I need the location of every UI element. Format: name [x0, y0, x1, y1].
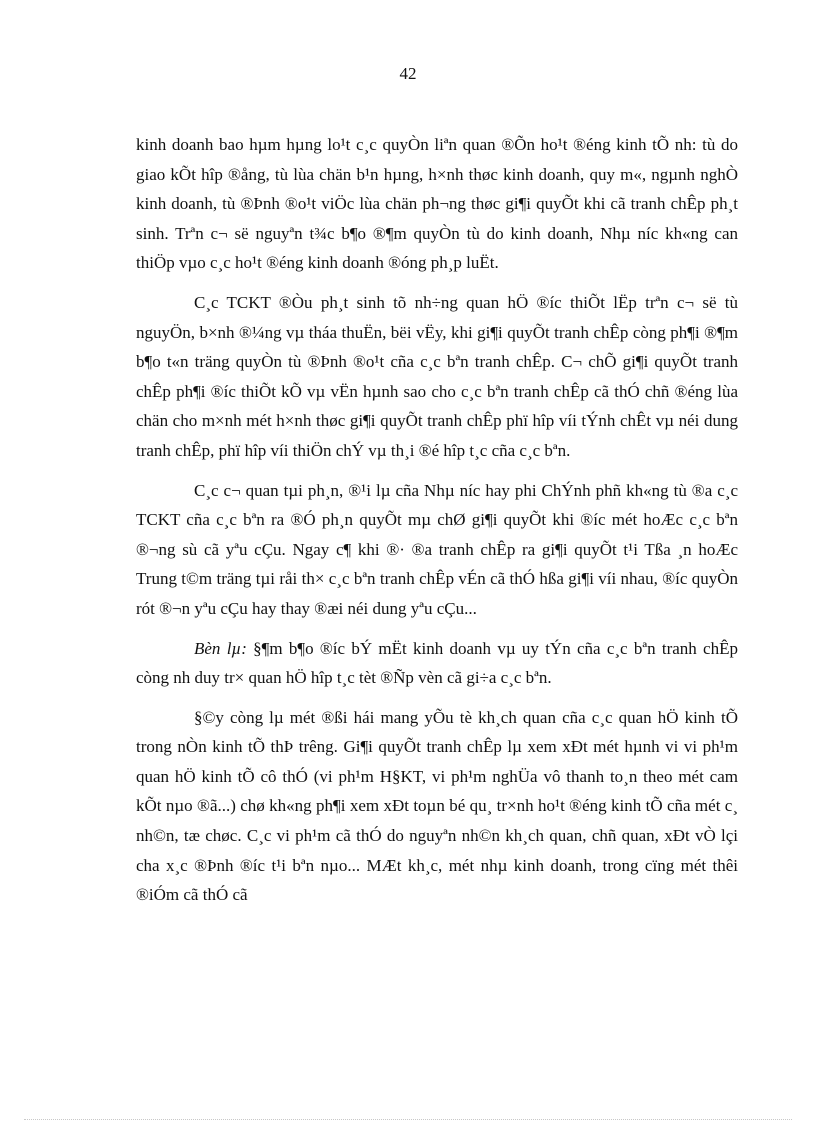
paragraph-2	[136, 288, 738, 466]
paragraph-2-text: C¸c TCKT ®Òu ph¸t sinh tõ nh÷ng quan hÖ ®íc thiÕt lËp trªn c¬ së tù nguyÖn, b×nh ®¼ng vµ tháa thuËn, bëi vËy, khi gi¶i quyÕt tranh chÊp còng ph¶i ®¶m b¶o t«n träng quyÒn tù ®Þnh ®o¹t cña c¸c bªn tranh chÊp. C¬ chÕ gi¶i quyÕt tranh chÊp ph¶i ®íc thiÕt kÕ vµ vËn hµnh sao cho c¸c bªn tranh chÊp cã thÓ chñ ®éng lùa chän cho m×nh mét h×nh thøc gi¶i quyÕt tranh chÊp phï hîp víi tÝnh chÊt vµ néi dung tranh chÊp, phï hîp víi thiÖn chÝ vµ th¸i ®é hîp t¸c cña c¸c bªn.	[136, 292, 738, 460]
page-number: 42	[399, 64, 417, 83]
paragraph-4-text: §¶m b¶o ®íc bÝ mËt kinh doanh vµ uy tÝn cña c¸c bªn tranh chÊp còng nh duy tr× quan hÖ hîp t¸c tèt ®Ñp vèn cã gi÷a c¸c bªn.	[136, 638, 738, 688]
paragraph-1-text: kinh doanh bao hµm hµng lo¹t c¸c quyÒn liªn quan ®Õn ho¹t ®éng kinh tÕ nh: tù do giao kÕt hîp ®ång, tù lùa chän b¹n hµng, h×nh thøc kinh doanh, quy m«, ngµnh nghÒ kinh doanh, tù ®Þnh ®o¹t viÖc lùa chän ph¬ng thøc gi¶i quyÕt khi cã tranh chÊp ph¸t sinh. Trªn c¬ së nguyªn t¾c b¶o ®¶m quyÒn tù do kinh doanh, Nhµ níc kh«ng can thiÖp vµo c¸c ho¹t ®éng kinh doanh ®óng ph¸p luËt.	[136, 135, 738, 273]
paragraph-4-lead: Bèn lµ:	[194, 638, 247, 658]
paragraph-5-text: §©y còng lµ mét ®ßi hái mang yÕu tè kh¸ch quan cña c¸c quan hÖ kinh tÕ trong nÒn kinh tÕ thÞ trêng. Gi¶i quyÕt tranh chÊp lµ xem xÐt mét hµnh vi vi ph¹m quan hÖ kinh tÕ cô thÓ (vi ph¹m H§KT, vi ph¹m nghÜa vô thanh to¸n theo mét cam kÕt nµo ®ã...) chø kh«ng ph¶i xem xÐt toµn bé qu¸ tr×nh ho¹t ®éng kinh tÕ cña mét c¸ nh©n, tæ chøc. C¸c vi ph¹m cã thÓ do nguyªn nh©n kh¸ch quan, chñ quan, xÐt vÒ lçi cha x¸c ®Þnh ®íc t¹i bªn nµo... MÆt kh¸c, mét nhµ kinh doanh, trong cïng mét thêi ®iÓm cã thÓ cã	[136, 707, 738, 905]
paragraph-4	[136, 634, 738, 693]
paragraph-3	[136, 476, 738, 624]
body-text	[136, 130, 738, 920]
paragraph-3-text: C¸c c¬ quan tµi ph¸n, ®¹i lµ cña Nhµ níc hay phi ChÝnh phñ kh«ng tù ®a c¸c TCKT cña c¸c bªn ra ®Ó ph¸n quyÕt mµ chØ gi¶i quyÕt khi ®íc mét hoÆc c¸c bªn ®¬ng sù cã yªu cÇu. Ngay c¶ khi ®· ®a tranh chÊp ra gi¶i quyÕt t¹i Tßa ¸n hoÆc Trung t©m träng tµi råi th× c¸c bªn tranh chÊp vÉn cã thÓ hßa gi¶i víi nhau, ®íc quyÒn rót ®¬n yªu cÇu hay thay ®æi néi dung yªu cÇu...	[136, 480, 738, 618]
paragraph-1	[136, 130, 738, 278]
paragraph-5	[136, 703, 738, 910]
page-bottom-divider	[24, 1119, 792, 1120]
